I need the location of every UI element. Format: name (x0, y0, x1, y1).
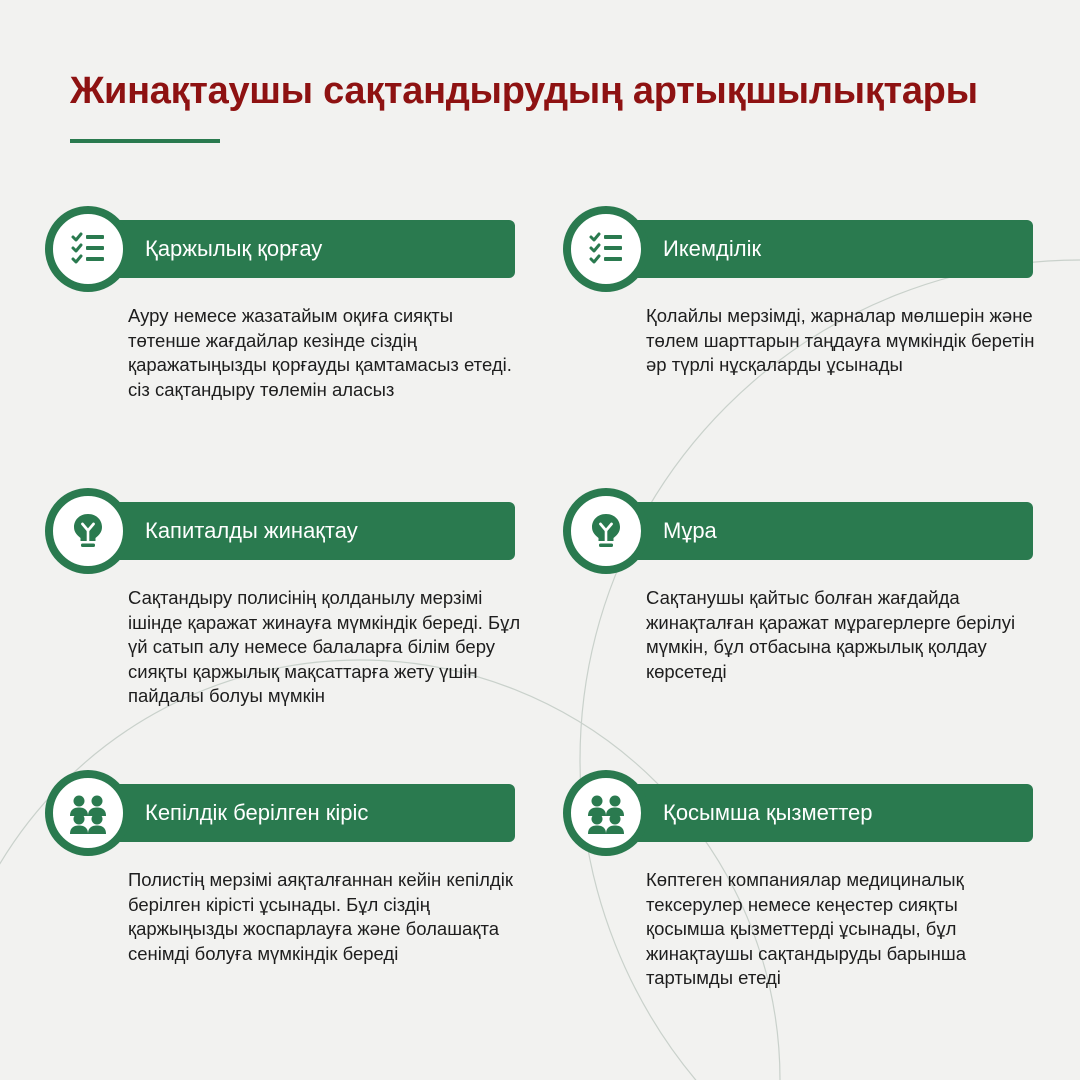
checklist-icon (563, 206, 649, 292)
card-title: Қосымша қызметтер (663, 800, 873, 825)
people-icon (45, 770, 131, 856)
card-description: Сақтандыру полисінің қолданылу мерзімі ішінде қаражат жинауға мүмкіндік береді. Бұл үй сатып алу немесе балаларға білім беру сияқты қаржылық мақсаттарға жету үшін пайдалы болуы мүмкін (128, 587, 521, 706)
card-guaranteed-income (45, 770, 525, 1030)
checklist-icon (45, 206, 131, 292)
card-title: Мұра (663, 518, 717, 543)
card-title: Қаржылық қорғау (145, 236, 323, 261)
card-title: Икемділік (663, 236, 762, 261)
card-title: Кепілдік берілген кіріс (145, 800, 369, 825)
title-underline (70, 139, 220, 143)
card-flexibility (563, 206, 1043, 466)
card-title: Капиталды жинақтау (145, 518, 358, 543)
card-description: Полистің мерзімі аяқталғаннан кейін кепілдік берілген кірісті ұсынады. Бұл сіздің қаржыңызды жоспарлауға және болашақта сенімді болуға мүмкіндік береді (128, 869, 513, 964)
lightbulb-icon (45, 488, 131, 574)
card-description: Сақтанушы қайтыс болған жағдайда жинақталған қаражат мұрагерлерге берілуі мүмкін, бұл отбасына қаржылық қолдау көрсетеді (646, 587, 1016, 682)
card-capital-accumulation (45, 488, 525, 748)
page-title: Жинақтаушы сақтандырудың артықшылықтары (70, 70, 978, 112)
card-description: Ауру немесе жазатайым оқиға сияқты төтенше жағдайлар кезінде сіздің қаражатыңызды қорғауды қамтамасыз етеді. сіз сақтандыру төлемін аласыз (128, 305, 512, 400)
card-financial-protection (45, 206, 525, 466)
people-icon (563, 770, 649, 856)
card-description: Қолайлы мерзімді, жарналар мөлшерін және төлем шарттарын таңдауға мүмкіндік беретін әр түрлі нұсқаларды ұсынады (646, 305, 1035, 375)
card-description: Көптеген компаниялар медициналық тексерулер немесе кеңестер сияқты қосымша қызметтерді ұсынады, бұл жинақтаушы сақтандыруды барынша тартымды етеді (646, 869, 967, 988)
lightbulb-icon (563, 488, 649, 574)
card-additional-services (563, 770, 1043, 1030)
card-inheritance (563, 488, 1043, 748)
